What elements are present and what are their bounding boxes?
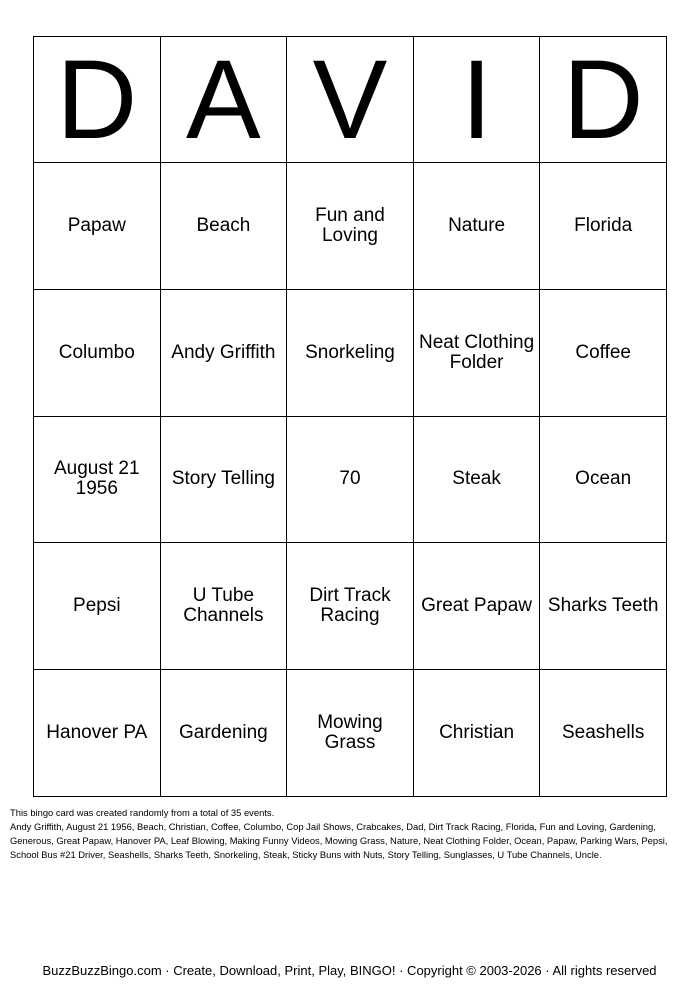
copyright-line: BuzzBuzzBingo.com · Create, Download, Print, Play, BINGO! · Copyright © 2003-2026 · All rights reserved: [42, 963, 657, 978]
card-cell: Sharks Teeth: [540, 543, 667, 670]
card-cell: Ocean: [540, 416, 667, 543]
card-cell: Story Telling: [160, 416, 287, 543]
card-cell: Florida: [540, 163, 667, 290]
events-list: Andy Griffith, August 21 1956, Beach, Christian, Coffee, Columbo, Cop Jail Shows, Crabcakes, Dad, Dirt Track Racing, Florida, Fun and Loving, Gardening, Generous, Great Papaw, Hanover PA, Leaf Blowing, Making Funny Videos, Mowing Grass, Nature, Neat Clothing Folder, Ocean, Papaw, Parking Wars, Pepsi, School Bus #21 Driver, Seashells, Sharks Teeth, Snorkeling, Steak, Sticky Buns with Nuts, Story Telling, Sunglasses, U Tube Channels, Uncle.: [10, 821, 668, 860]
card-cell: Steak: [413, 416, 540, 543]
card-summary: This bingo card was created randomly from a total of 35 events.: [10, 807, 275, 818]
card-cell: Fun and Loving: [287, 163, 414, 290]
card-cell: Coffee: [540, 289, 667, 416]
card-row: [34, 543, 667, 670]
header-letter: V: [287, 37, 414, 163]
header-row: [34, 37, 667, 163]
footer-info: [10, 806, 690, 862]
card-cell: Seashells: [540, 670, 667, 797]
bingo-card: [33, 36, 667, 797]
header-letter: D: [34, 37, 161, 163]
header-letter: A: [160, 37, 287, 163]
header-letter: D: [540, 37, 667, 163]
card-cell: Andy Griffith: [160, 289, 287, 416]
card-cell: Columbo: [34, 289, 161, 416]
card-cell: Hanover PA: [34, 670, 161, 797]
card-row: [34, 416, 667, 543]
card-cell: Papaw: [34, 163, 161, 290]
card-cell: 70: [287, 416, 414, 543]
card-cell: Great Papaw: [413, 543, 540, 670]
card-row: [34, 289, 667, 416]
card-cell: August 21 1956: [34, 416, 161, 543]
card-cell: Beach: [160, 163, 287, 290]
card-cell: Pepsi: [34, 543, 161, 670]
card-row: [34, 163, 667, 290]
card-cell: Mowing Grass: [287, 670, 414, 797]
card-cell: Christian: [413, 670, 540, 797]
card-cell: Dirt Track Racing: [287, 543, 414, 670]
card-cell: Snorkeling: [287, 289, 414, 416]
card-cell: Neat Clothing Folder: [413, 289, 540, 416]
header-letter: I: [413, 37, 540, 163]
card-cell: U Tube Channels: [160, 543, 287, 670]
card-row: [34, 670, 667, 797]
card-cell: Gardening: [160, 670, 287, 797]
card-cell: Nature: [413, 163, 540, 290]
